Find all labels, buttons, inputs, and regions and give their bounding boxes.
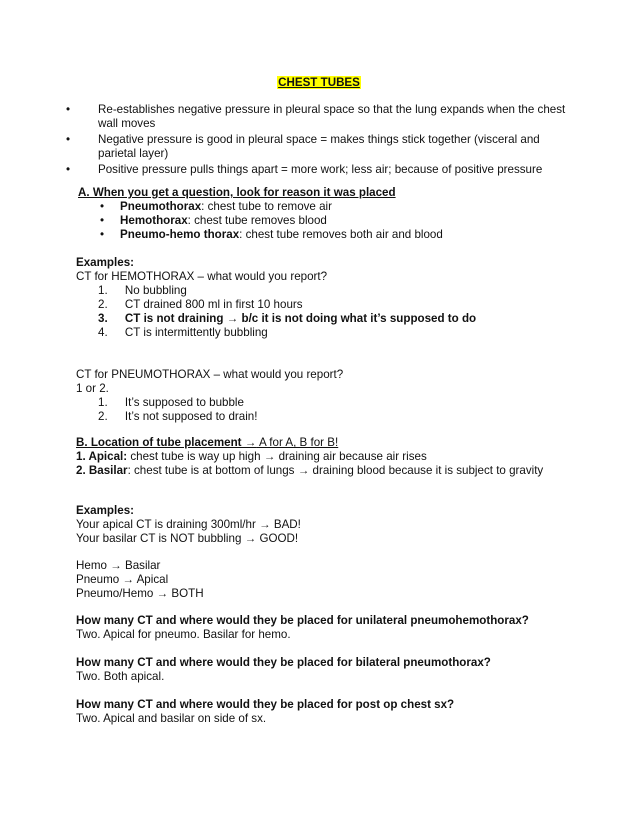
list-item	[76, 284, 576, 298]
list-item-text: It’s supposed to bubble	[124, 396, 244, 409]
term-label: Hemothorax	[120, 214, 188, 227]
question-text: CT for PNEUMOTHORAX – what would you report?	[76, 368, 344, 381]
answer-text: 1 or 2.	[76, 382, 109, 395]
intro-bullet-list	[66, 103, 566, 179]
list-item	[66, 103, 566, 131]
mapping-line: Pneumo/Hemo → BOTH	[76, 587, 204, 600]
qa-question: How many CT and where would they be placed for post op chest sx?	[76, 698, 455, 711]
list-item-text: CT is not draining → b/c it is not doing what it’s supposed to do	[124, 312, 477, 325]
question-text: CT for HEMOTHORAX – what would you report?	[76, 270, 328, 283]
section-b-heading-tail: A for A, B for B!	[256, 436, 339, 449]
examples-pneumothorax	[76, 368, 576, 424]
section-a	[78, 186, 578, 242]
list-item	[76, 326, 576, 340]
qa-answer: Two. Apical for pneumo. Basilar for hemo.	[76, 628, 291, 641]
list-number: 4.	[98, 326, 108, 339]
term-text: : chest tube removes both air and blood	[239, 228, 443, 241]
term-label: Pneumothorax	[120, 200, 202, 213]
section-b-heading	[76, 436, 616, 450]
examples-placement	[76, 504, 576, 546]
qa-question: How many CT and where would they be placed for unilateral pneumohemothorax?	[76, 614, 529, 627]
apical-line	[76, 450, 616, 464]
mapping-line: Pneumo → Apical	[76, 573, 169, 586]
list-item-text: CT drained 800 ml in first 10 hours	[124, 298, 303, 311]
basilar-text: : chest tube is at bottom of lungs → draining blood because it is subject to gravity	[127, 464, 544, 477]
qa-answer: Two. Apical and basilar on side of sx.	[76, 712, 267, 725]
basilar-label: 2. Basilar	[76, 464, 128, 477]
examples-heading: Examples:	[76, 256, 134, 269]
example-line: Your apical CT is draining 300ml/hr → BAD!	[76, 518, 301, 531]
list-number: 3.	[98, 312, 108, 325]
list-number: 1.	[98, 396, 108, 409]
bullet-icon: •	[66, 163, 71, 176]
list-number: 1.	[98, 284, 108, 297]
section-a-list	[78, 200, 578, 242]
list-item	[100, 200, 578, 214]
examples-hemothorax	[76, 256, 576, 340]
section-a-heading: A. When you get a question, look for reason it was placed	[78, 186, 396, 199]
bullet-icon: •	[100, 214, 105, 227]
mapping-line: Hemo → Basilar	[76, 559, 161, 572]
page-title	[0, 76, 638, 90]
qa-question: How many CT and where would they be placed for bilateral pneumothorax?	[76, 656, 491, 669]
section-b-heading-text: B. Location of tube placement →	[76, 436, 257, 449]
term-text: : chest tube to remove air	[201, 200, 332, 213]
list-item-text: Positive pressure pulls things apart = more work; less air; because of positive pressure	[98, 163, 543, 176]
list-item	[66, 163, 566, 177]
mapping-list	[76, 559, 576, 601]
page-title-text: CHEST TUBES	[278, 76, 360, 89]
list-item	[76, 312, 576, 326]
bullet-icon: •	[100, 228, 105, 241]
term-text: : chest tube removes blood	[187, 214, 327, 227]
list-number: 2.	[98, 298, 108, 311]
examples-heading: Examples:	[76, 504, 134, 517]
list-item-text: Re-establishes negative pressure in pleural space so that the lung expands when the chest wall moves	[98, 103, 566, 130]
basilar-line	[76, 464, 616, 478]
list-item-text: Negative pressure is good in pleural space = makes things stick together (visceral and parietal layer)	[98, 133, 540, 160]
example-line: Your basilar CT is NOT bubbling → GOOD!	[76, 532, 299, 545]
list-item-text: No bubbling	[124, 284, 187, 297]
apical-text: chest tube is way up high → draining air because air rises	[127, 450, 427, 463]
section-b	[76, 436, 616, 478]
list-item	[66, 133, 566, 161]
list-number: 2.	[98, 410, 108, 423]
list-item	[100, 214, 578, 228]
bullet-icon: •	[66, 133, 71, 146]
term-label: Pneumo-hemo thorax	[120, 228, 240, 241]
bullet-icon: •	[100, 200, 105, 213]
qa-answer: Two. Both apical.	[76, 670, 165, 683]
list-item-text: CT is intermittently bubbling	[124, 326, 268, 339]
apical-label: 1. Apical:	[76, 450, 128, 463]
list-item	[76, 410, 576, 424]
list-item	[76, 298, 576, 312]
list-item	[100, 228, 578, 242]
bullet-icon: •	[66, 103, 71, 116]
qa-list	[76, 614, 616, 726]
list-item-text: It’s not supposed to drain!	[124, 410, 258, 423]
list-item	[76, 396, 576, 410]
